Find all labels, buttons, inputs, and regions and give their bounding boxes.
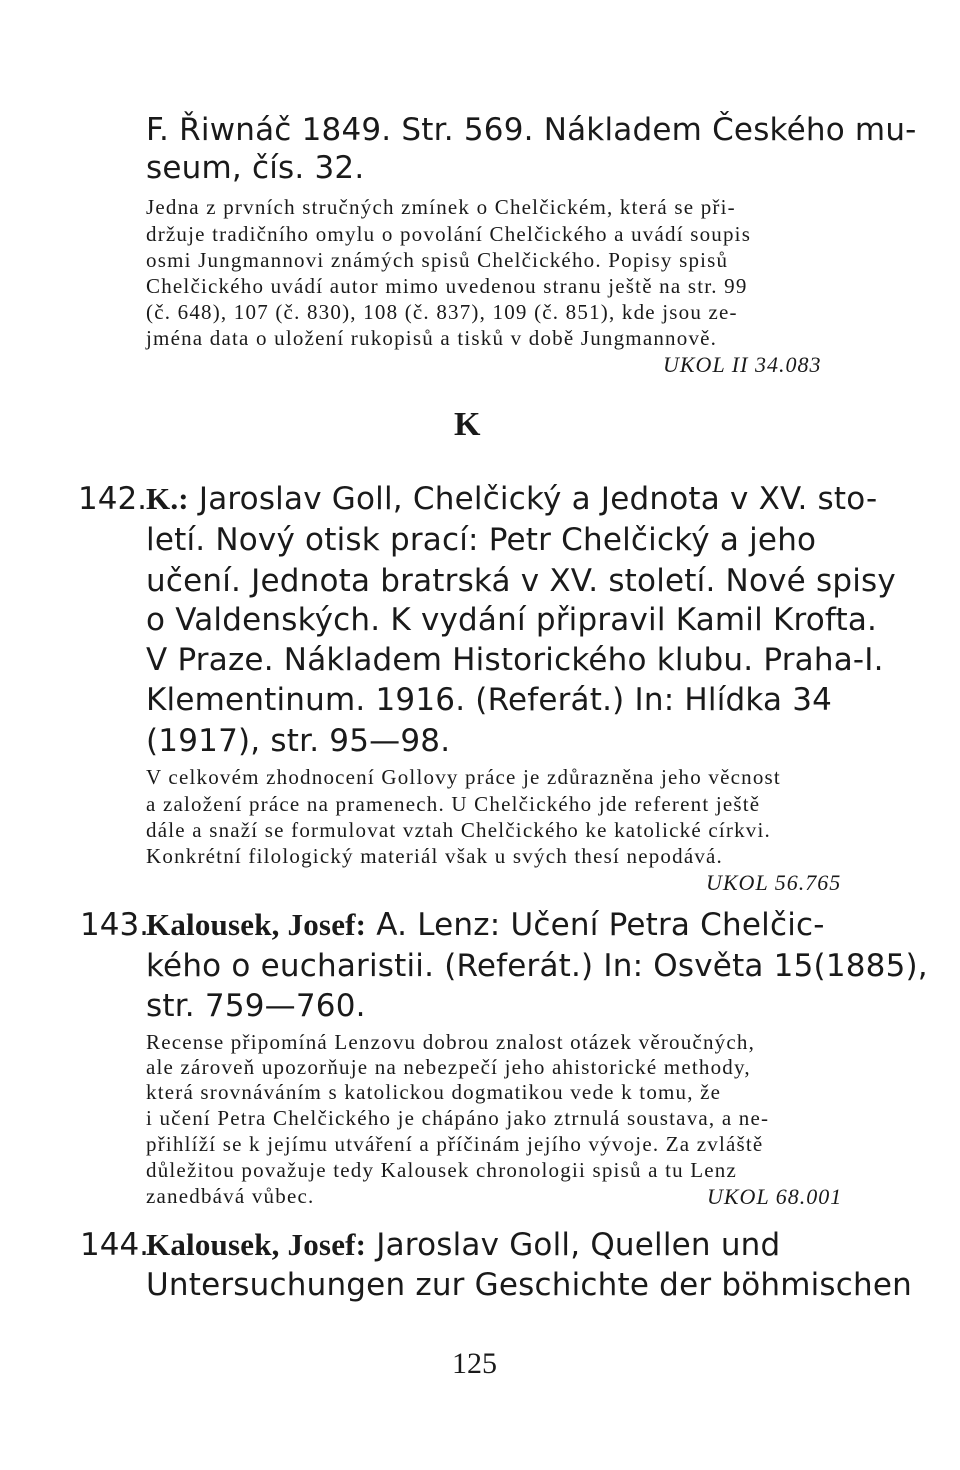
entry-code: UKOL 56.765 xyxy=(706,870,842,895)
entry-first-line xyxy=(146,907,825,943)
entry-annotation-line: dále a snaží se formulovat vztah Chelčického ke katolické církvi. xyxy=(146,818,771,842)
entry-annotation-line: ale zároveň upozorňuje na nebezpečí jeho ahistorické methody, xyxy=(146,1055,751,1079)
entry-line: (1917), str. 95—98. xyxy=(146,723,451,759)
intro-annotation-line-3: osmi Jungmannovi známých spisů Chelčického. Popisy spisů xyxy=(146,248,729,272)
entry-line: letí. Nový otisk prací: Petr Chelčický a jeho xyxy=(146,522,817,558)
intro-code: UKOL II 34.083 xyxy=(663,352,822,377)
entry-line: o Valdenských. K vydání připravil Kamil Krofta. xyxy=(146,602,878,638)
entry-annotation-line: Konkrétní filologický materiál však u svých thesí nepodává. xyxy=(146,844,724,868)
entry-annotation-line: i učení Petra Chelčického je chápáno jako ztrnulá soustava, a ne- xyxy=(146,1106,770,1130)
entry-line: Untersuchungen zur Geschichte der böhmischen xyxy=(146,1267,912,1303)
entry-line: Klementinum. 1916. (Referát.) In: Hlídka 34 xyxy=(146,682,833,718)
entry-annotation-line: která srovnáváním s katolickou dogmatikou vede k tomu, že xyxy=(146,1080,722,1104)
intro-line-2: seum, čís. 32. xyxy=(146,150,365,186)
entry-number: 142. xyxy=(78,481,148,517)
entry-line: str. 759—760. xyxy=(146,988,366,1024)
intro-annotation-line-5: (č. 648), 107 (č. 830), 108 (č. 837), 109 (č. 851), kde jsou ze- xyxy=(146,300,738,324)
intro-annotation-line-2: držuje tradičního omylu o povolání Chelčického a uvádí soupis xyxy=(146,222,752,246)
entry-title-start: Jaroslav Goll, Quellen und xyxy=(376,1227,781,1263)
section-heading: K xyxy=(454,406,481,443)
intro-annotation-line-6: jména data o uložení rukopisů a tisků v době Jungmannově. xyxy=(146,326,718,350)
entry-annotation-line: přihlíží se k jejímu utváření a příčinám jejího vývoje. Za zvláště xyxy=(146,1132,764,1156)
page-number: 125 xyxy=(452,1347,497,1380)
entry-line: učení. Jednota bratrská v XV. století. Nové spisy xyxy=(146,563,896,599)
entry-author: Kalousek, Josef: xyxy=(146,1227,367,1262)
entry-first-line xyxy=(146,1227,780,1263)
intro-line-1: F. Řiwnáč 1849. Str. 569. Nákladem Českého mu- xyxy=(146,112,917,148)
entry-code: UKOL 68.001 xyxy=(707,1184,843,1209)
entry-annotation-line: zanedbává vůbec. xyxy=(146,1184,315,1208)
entry-title-start: Jaroslav Goll, Chelčický a Jednota v XV. sto- xyxy=(198,481,878,517)
entry-number: 143. xyxy=(80,907,150,943)
entry-author: K.: xyxy=(146,481,189,516)
entry-annotation-line: V celkovém zhodnocení Gollovy práce je zdůrazněna jeho věcnost xyxy=(146,765,781,789)
entry-author: Kalousek, Josef: xyxy=(146,907,367,942)
entry-line: V Praze. Nákladem Historického klubu. Praha-I. xyxy=(146,642,884,678)
entry-first-line xyxy=(146,481,877,517)
entry-annotation-line: a založení práce na pramenech. U Chelčického jde referent ještě xyxy=(146,792,761,816)
entry-annotation-line: důležitou považuje tedy Kalousek chronologii spisů a tu Lenz xyxy=(146,1158,738,1182)
intro-annotation-line-1: Jedna z prvních stručných zmínek o Chelčickém, která se při- xyxy=(146,195,736,219)
entry-title-start: A. Lenz: Učení Petra Chelčic- xyxy=(376,907,825,943)
intro-annotation-line-4: Chelčického uvádí autor mimo uvedenou stranu ještě na str. 99 xyxy=(146,274,748,298)
entry-annotation-line: Recense připomíná Lenzovu dobrou znalost otázek věroučných, xyxy=(146,1030,756,1054)
entry-number: 144. xyxy=(80,1227,150,1263)
entry-line: kého o eucharistii. (Referát.) In: Osvěta 15(1885), xyxy=(146,948,928,984)
